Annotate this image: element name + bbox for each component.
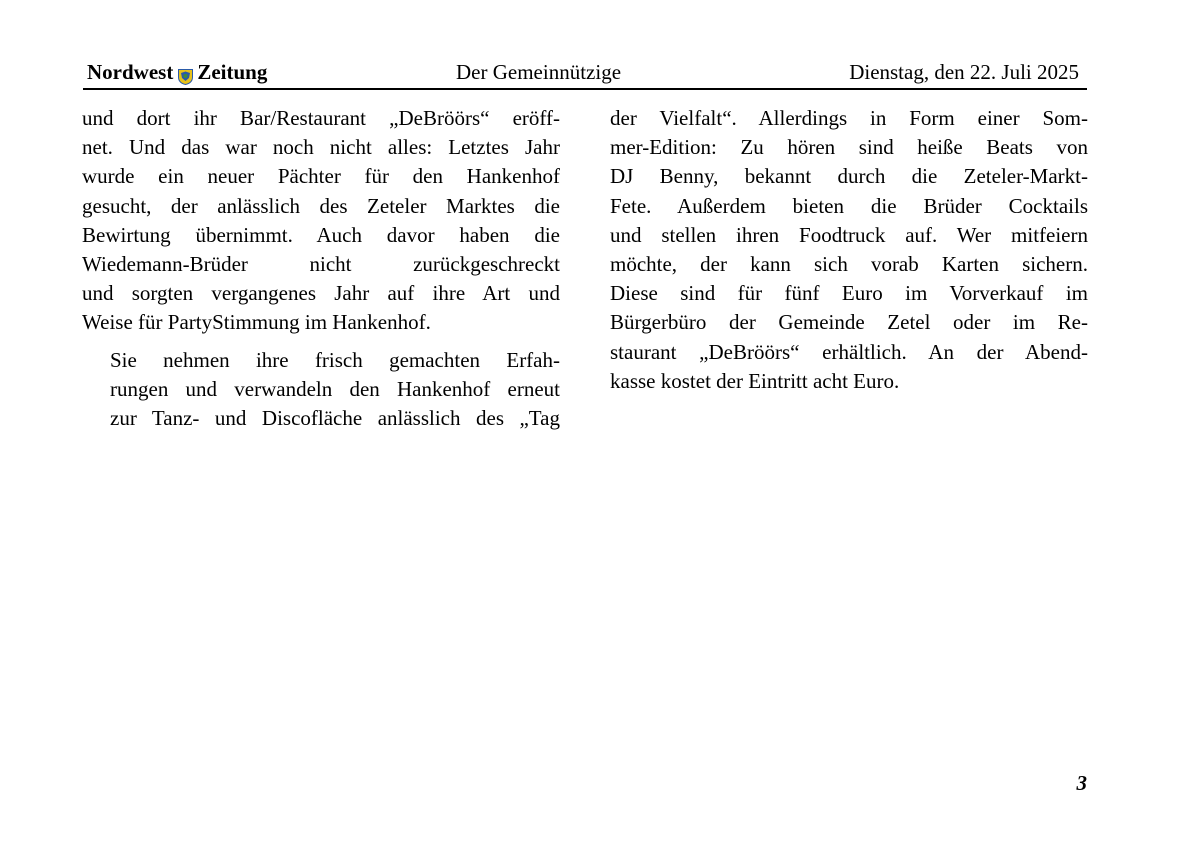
text-line: Diese sind für fünf Euro im Vorverkauf im bbox=[610, 281, 1088, 306]
supplement-title: Der Gemeinnützige bbox=[456, 60, 622, 84]
text-line: mer-Edition: Zu hören sind heiße Beats von bbox=[610, 135, 1088, 160]
text-line: Bewirtung übernimmt. Auch davor haben die bbox=[82, 222, 560, 247]
page-header bbox=[83, 58, 1087, 90]
text-line: Wiedemann-Brüder nicht zurückgeschreckt bbox=[82, 252, 560, 277]
text-line: Sie nehmen ihre frisch gemachten Erfah- bbox=[110, 347, 560, 372]
text-line: zur Tanz- und Discofläche anlässlich des „Tag bbox=[110, 406, 560, 431]
newspaper-masthead bbox=[87, 60, 267, 85]
text-line: und stellen ihren Foodtruck auf. Wer mitfeiern bbox=[610, 222, 1088, 247]
text-line: und sorgten vergangenes Jahr auf ihre Art und bbox=[82, 281, 560, 306]
text-line: und dort ihr Bar/Restaurant „DeBröörs“ eröff- bbox=[82, 106, 560, 130]
text-line: staurant „DeBröörs“ erhältlich. An der Abend- bbox=[610, 339, 1088, 364]
text-line: Bürgerbüro der Gemeinde Zetel oder im Re- bbox=[610, 310, 1088, 335]
paragraph-1 bbox=[82, 104, 560, 338]
text-line: rungen und verwandeln den Hankenhof erneut bbox=[110, 376, 560, 401]
text-line: Fete. Außerdem bieten die Brüder Cocktails bbox=[610, 193, 1088, 218]
issue-date: Dienstag, den 22. Juli 2025 bbox=[849, 60, 1079, 84]
left-text-column bbox=[82, 104, 560, 433]
paragraph-3 bbox=[610, 104, 1088, 396]
text-line: Weise für PartyStimmung im Hankenhof. bbox=[82, 310, 431, 335]
text-line: wurde ein neuer Pächter für den Hankenhof bbox=[82, 164, 560, 189]
paragraph-2 bbox=[82, 346, 560, 434]
masthead-zeitung: Zeitung bbox=[197, 60, 268, 84]
page-number: 3 bbox=[1076, 771, 1087, 795]
right-text-column bbox=[610, 104, 1088, 396]
text-line: DJ Benny, bekannt durch die Zeteler-Markt- bbox=[610, 164, 1088, 189]
masthead-nordwest: Nordwest bbox=[87, 60, 174, 84]
text-line: der Vielfalt“. Allerdings in Form einer Som- bbox=[610, 106, 1088, 130]
text-line: kasse kostet der Eintritt acht Euro. bbox=[610, 368, 900, 393]
text-line: möchte, der kann sich vorab Karten sichern. bbox=[610, 252, 1088, 277]
coat-of-arms-icon bbox=[178, 66, 193, 82]
text-line: gesucht, der anlässlich des Zeteler Marktes die bbox=[82, 193, 560, 218]
text-line: net. Und das war noch nicht alles: Letztes Jahr bbox=[82, 135, 560, 160]
